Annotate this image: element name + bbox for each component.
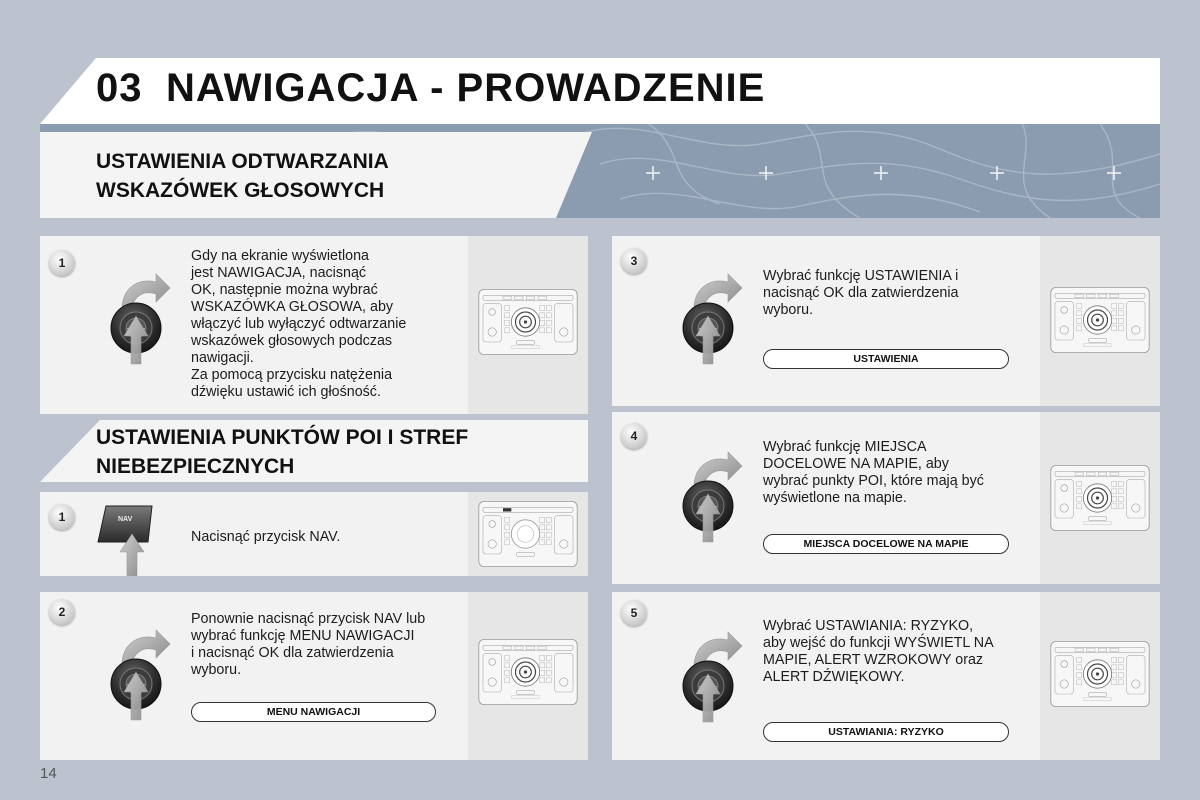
control-panel-illustration	[1050, 636, 1150, 712]
console-thumbnail-area	[1040, 236, 1160, 406]
instruction-line: Wybrać funkcję USTAWIENIA i	[763, 268, 959, 284]
section-title-line: NIEBEZPIECZNYCH	[96, 455, 295, 478]
instruction-line: DOCELOWE NA MAPIE, aby	[763, 456, 949, 472]
control-panel-illustration	[478, 496, 578, 572]
section-title-poi	[96, 423, 468, 481]
instruction-line: włączyć lub wyłączyć odtwarzanie	[191, 316, 407, 332]
instruction-line: dźwięku ustawić ich głośność.	[191, 384, 381, 400]
step-panel	[40, 492, 588, 576]
step-panel	[40, 236, 588, 414]
console-thumbnail-area	[1040, 412, 1160, 584]
step-instructions	[191, 529, 461, 546]
rotary-knob-icon	[676, 626, 746, 726]
nav-button-icon	[96, 504, 166, 576]
step-panel	[612, 592, 1160, 760]
rotary-knob-icon	[676, 268, 746, 368]
step-number-badge: 2	[49, 599, 75, 625]
instruction-line: ALERT DŹWIĘKOWY.	[763, 669, 905, 685]
instruction-line: Nacisnąć przycisk NAV.	[191, 529, 341, 545]
step-number-badge: 4	[621, 423, 647, 449]
instruction-line: Wybrać funkcję MIEJSCA	[763, 439, 927, 455]
instruction-line: wskazówek głosowych podczas	[191, 333, 393, 349]
instruction-line: MAPIE, ALERT WZROKOWY oraz	[763, 652, 984, 668]
control-panel-illustration	[1050, 282, 1150, 358]
instruction-line: nacisnąć OK dla zatwierdzenia	[763, 285, 959, 301]
console-thumbnail-area	[468, 492, 588, 576]
section-title-line: WSKAZÓWEK GŁOSOWYCH	[96, 179, 385, 202]
chapter-title: NAWIGACJA - PROWADZENIE	[166, 66, 766, 110]
step-number-badge: 5	[621, 600, 647, 626]
step-instructions	[763, 618, 1035, 686]
instruction-line: aby wejść do funkcji WYŚWIETL NA	[763, 635, 994, 651]
rotary-knob-icon	[104, 268, 174, 368]
menu-option-label: MIEJSCA DOCELOWE NA MAPIE	[763, 534, 1009, 554]
instruction-line: i nacisnąć OK dla zatwierdzenia	[191, 645, 394, 661]
menu-option-label: USTAWIANIA: RYZYKO	[763, 722, 1009, 742]
instruction-line: OK, następnie można wybrać	[191, 282, 378, 298]
instruction-line: jest NAWIGACJA, nacisnąć	[191, 265, 367, 281]
page-number: 14	[40, 765, 57, 782]
console-thumbnail-area	[468, 236, 588, 414]
instruction-line: Za pomocą przycisku natężenia	[191, 367, 393, 383]
instruction-line: wyboru.	[763, 302, 814, 318]
control-panel-illustration	[1050, 460, 1150, 536]
section-title-line: USTAWIENIA ODTWARZANIA	[96, 150, 389, 173]
instruction-line: wyświetlone na mapie.	[763, 490, 907, 506]
instruction-line: Gdy na ekranie wyświetlona	[191, 248, 370, 264]
instruction-line: wyboru.	[191, 662, 242, 678]
instruction-line: Wybrać USTAWIANIA: RYZYKO,	[763, 618, 974, 634]
menu-option-label: MENU NAWIGACJI	[191, 702, 436, 722]
step-panel	[612, 412, 1160, 584]
instruction-line: WSKAZÓWKA GŁOSOWA, aby	[191, 299, 394, 315]
instruction-line: wybrać funkcję MENU NAWIGACJI	[191, 628, 415, 644]
step-panel	[40, 592, 588, 760]
section-title-voice	[96, 147, 389, 205]
control-panel-illustration	[478, 634, 578, 710]
step-number-badge: 1	[49, 250, 75, 276]
nav-button-label: NAV	[118, 516, 133, 523]
section-title-line: USTAWIENIA PUNKTÓW POI I STREF	[96, 426, 469, 449]
step-number-badge: 3	[621, 248, 647, 274]
step-instructions	[191, 248, 461, 401]
chapter-number: 03	[96, 66, 143, 110]
console-thumbnail-area	[468, 592, 588, 760]
control-panel-illustration	[478, 284, 578, 360]
instruction-line: nawigacji.	[191, 350, 254, 366]
console-thumbnail-area	[1040, 592, 1160, 760]
rotary-knob-icon	[676, 446, 746, 546]
step-number-badge: 1	[49, 504, 75, 530]
menu-option-label: USTAWIENIA	[763, 349, 1009, 369]
step-instructions	[191, 611, 463, 679]
step-instructions	[763, 439, 1033, 507]
step-panel	[612, 236, 1160, 406]
instruction-line: wybrać punkty POI, które mają być	[763, 473, 984, 489]
instruction-line: Ponownie nacisnąć przycisk NAV lub	[191, 611, 426, 627]
step-instructions	[763, 268, 1033, 319]
rotary-knob-icon	[104, 624, 174, 724]
